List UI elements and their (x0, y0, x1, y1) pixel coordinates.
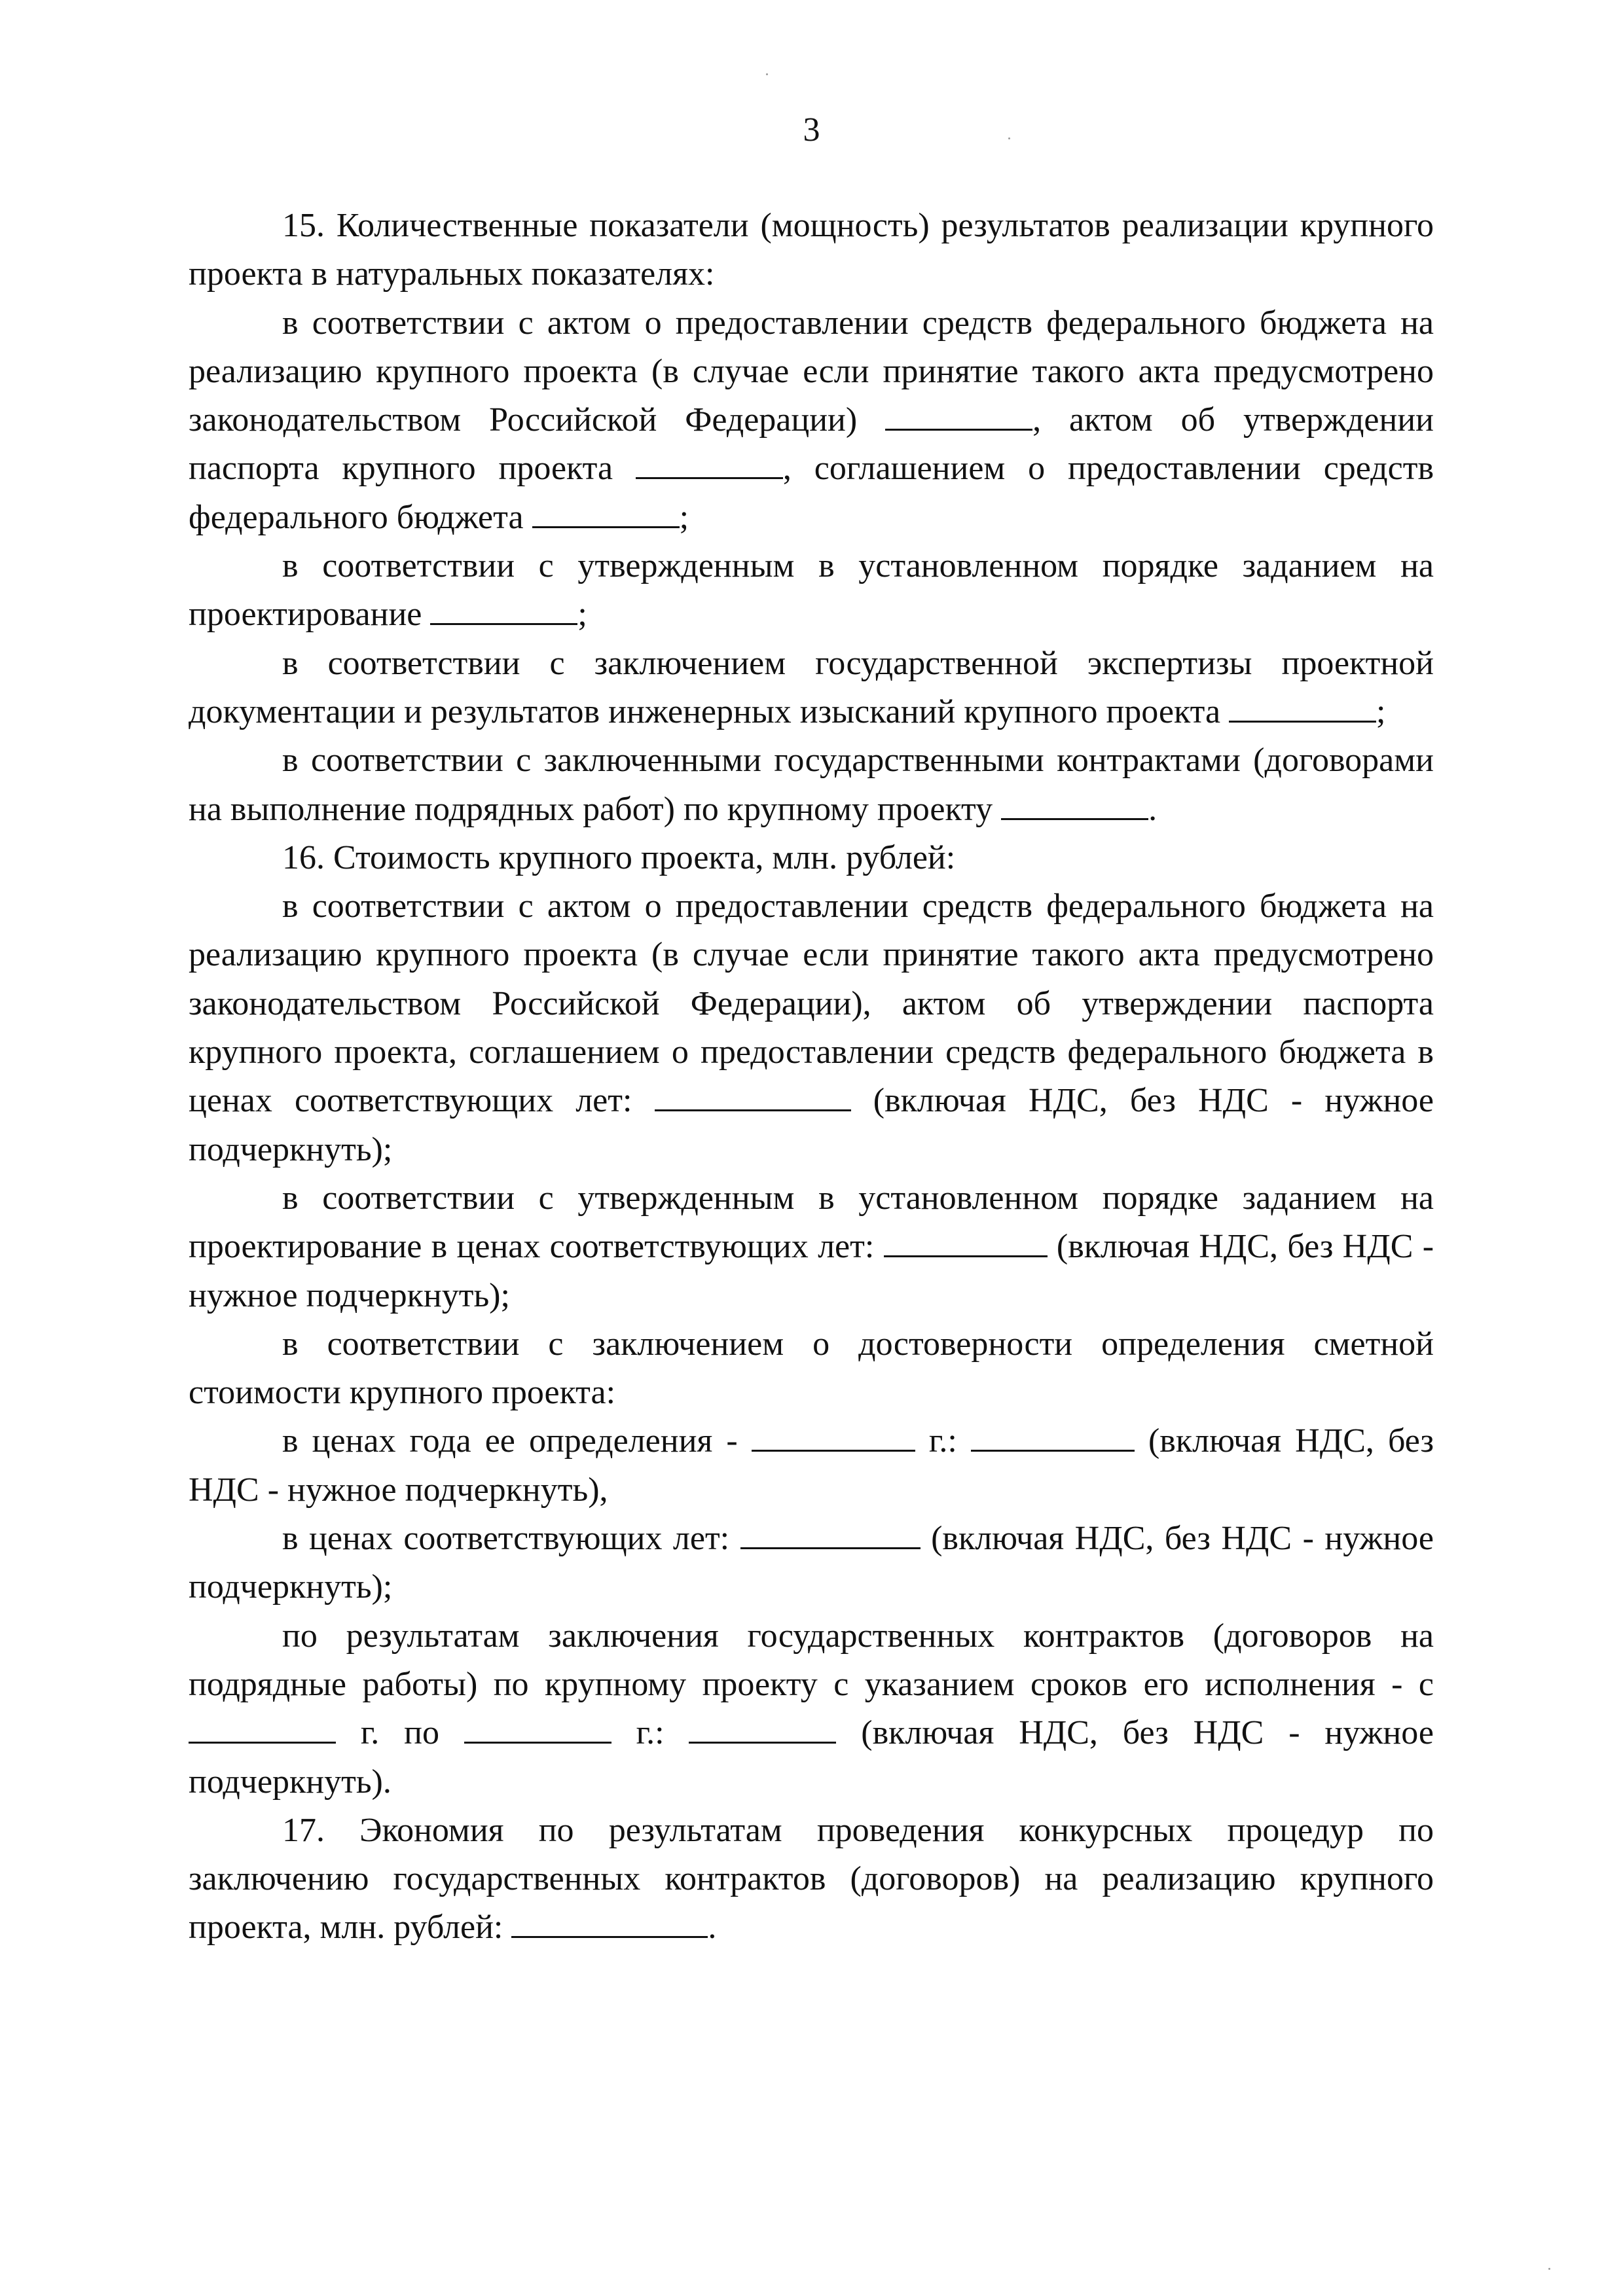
fill-in-blank[interactable] (689, 1712, 836, 1744)
fill-in-blank[interactable] (655, 1079, 851, 1111)
section-17-heading: 17. Экономия по результатам проведения конкурсных процедур по заключению государственных контрактов (договоров) на реализацию крупного проекта, млн. рублей: . (189, 1811, 1434, 1946)
fill-in-blank[interactable] (1001, 788, 1148, 820)
section-15-paragraph-expertise: в соответствии с заключением государственной экспертизы проектной документации и результатов инженерных изысканий крупного проекта ; (189, 644, 1434, 730)
section-16-paragraph-design-task: в соответствии с утвержденным в установленном порядке заданием на проектирование в ценах соответствующих лет: (включая НДС, без НДС - нужное подчеркнуть); (189, 1179, 1434, 1314)
fill-in-blank[interactable] (636, 447, 783, 479)
fill-in-blank[interactable] (1229, 691, 1376, 723)
section-16-paragraph-current-prices: в ценах соответствующих лет: (включая НДС, без НДС - нужное подчеркнуть); (189, 1515, 1434, 1612)
section-16-paragraph-contracts: по результатам заключения государственных контрактов (договоров на подрядные работы) по крупному проекту с указанием сроков его исполнения - с г. по г.: (включая НДС, без НДС - нужное подчеркнуть). (189, 1617, 1434, 1801)
fill-in-blank[interactable] (532, 496, 680, 528)
section-16-paragraph-estimate: в соответствии с заключением о достоверности определения сметной стоимости крупного проекта: (189, 1325, 1434, 1412)
scan-speck (1548, 2268, 1550, 2270)
document-body (189, 202, 1434, 1952)
fill-in-blank[interactable] (430, 593, 577, 625)
fill-in-blank[interactable] (884, 1225, 1048, 1257)
fill-in-blank[interactable] (740, 1517, 921, 1549)
scan-speck (766, 73, 768, 75)
page-number: 3 (803, 111, 820, 149)
section-16-heading: 16. Стоимость крупного проекта, млн. рублей: (282, 838, 956, 876)
fill-in-blank[interactable] (752, 1420, 915, 1452)
scan-speck (1008, 137, 1010, 139)
fill-in-blank[interactable] (971, 1420, 1135, 1452)
fill-in-blank[interactable] (464, 1712, 611, 1744)
section-15-heading: 15. Количественные показатели (мощность) результатов реализации крупного проекта в натуральных показателях: (189, 207, 1434, 293)
section-16-paragraph-year-prices: в ценах года ее определения - г.: (включая НДС, без НДС - нужное подчеркнуть), (189, 1417, 1434, 1515)
section-16-paragraph-act: в соответствии с актом о предоставлении средств федерального бюджета на реализацию крупного проекта (в случае если принятие такого акта предусмотрено законодательством Российской Федерации), актом об утверждении паспорта крупного проекта, соглашением о предоставлении средств федерального бюджета в ценах соответствующих лет: (включая НДС, без НДС - нужное подчеркнуть); (189, 888, 1434, 1168)
fill-in-blank[interactable] (189, 1712, 336, 1744)
section-15-paragraph-act: в соответствии с актом о предоставлении средств федерального бюджета на реализацию крупного проекта (в случае если принятие такого акта предусмотрено законодательством Российской Федерации) , актом об утверждении паспорта крупного проекта , соглашением о предоставлении средств федерального бюджета ; (189, 304, 1434, 536)
section-15-paragraph-contracts: в соответствии с заключенными государственными контрактами (договорами на выполнение подрядных работ) по крупному проекту . (189, 742, 1434, 828)
section-15-paragraph-design-task: в соответствии с утвержденным в установленном порядке заданием на проектирование ; (189, 547, 1434, 634)
fill-in-blank[interactable] (511, 1906, 708, 1938)
fill-in-blank[interactable] (885, 399, 1032, 431)
